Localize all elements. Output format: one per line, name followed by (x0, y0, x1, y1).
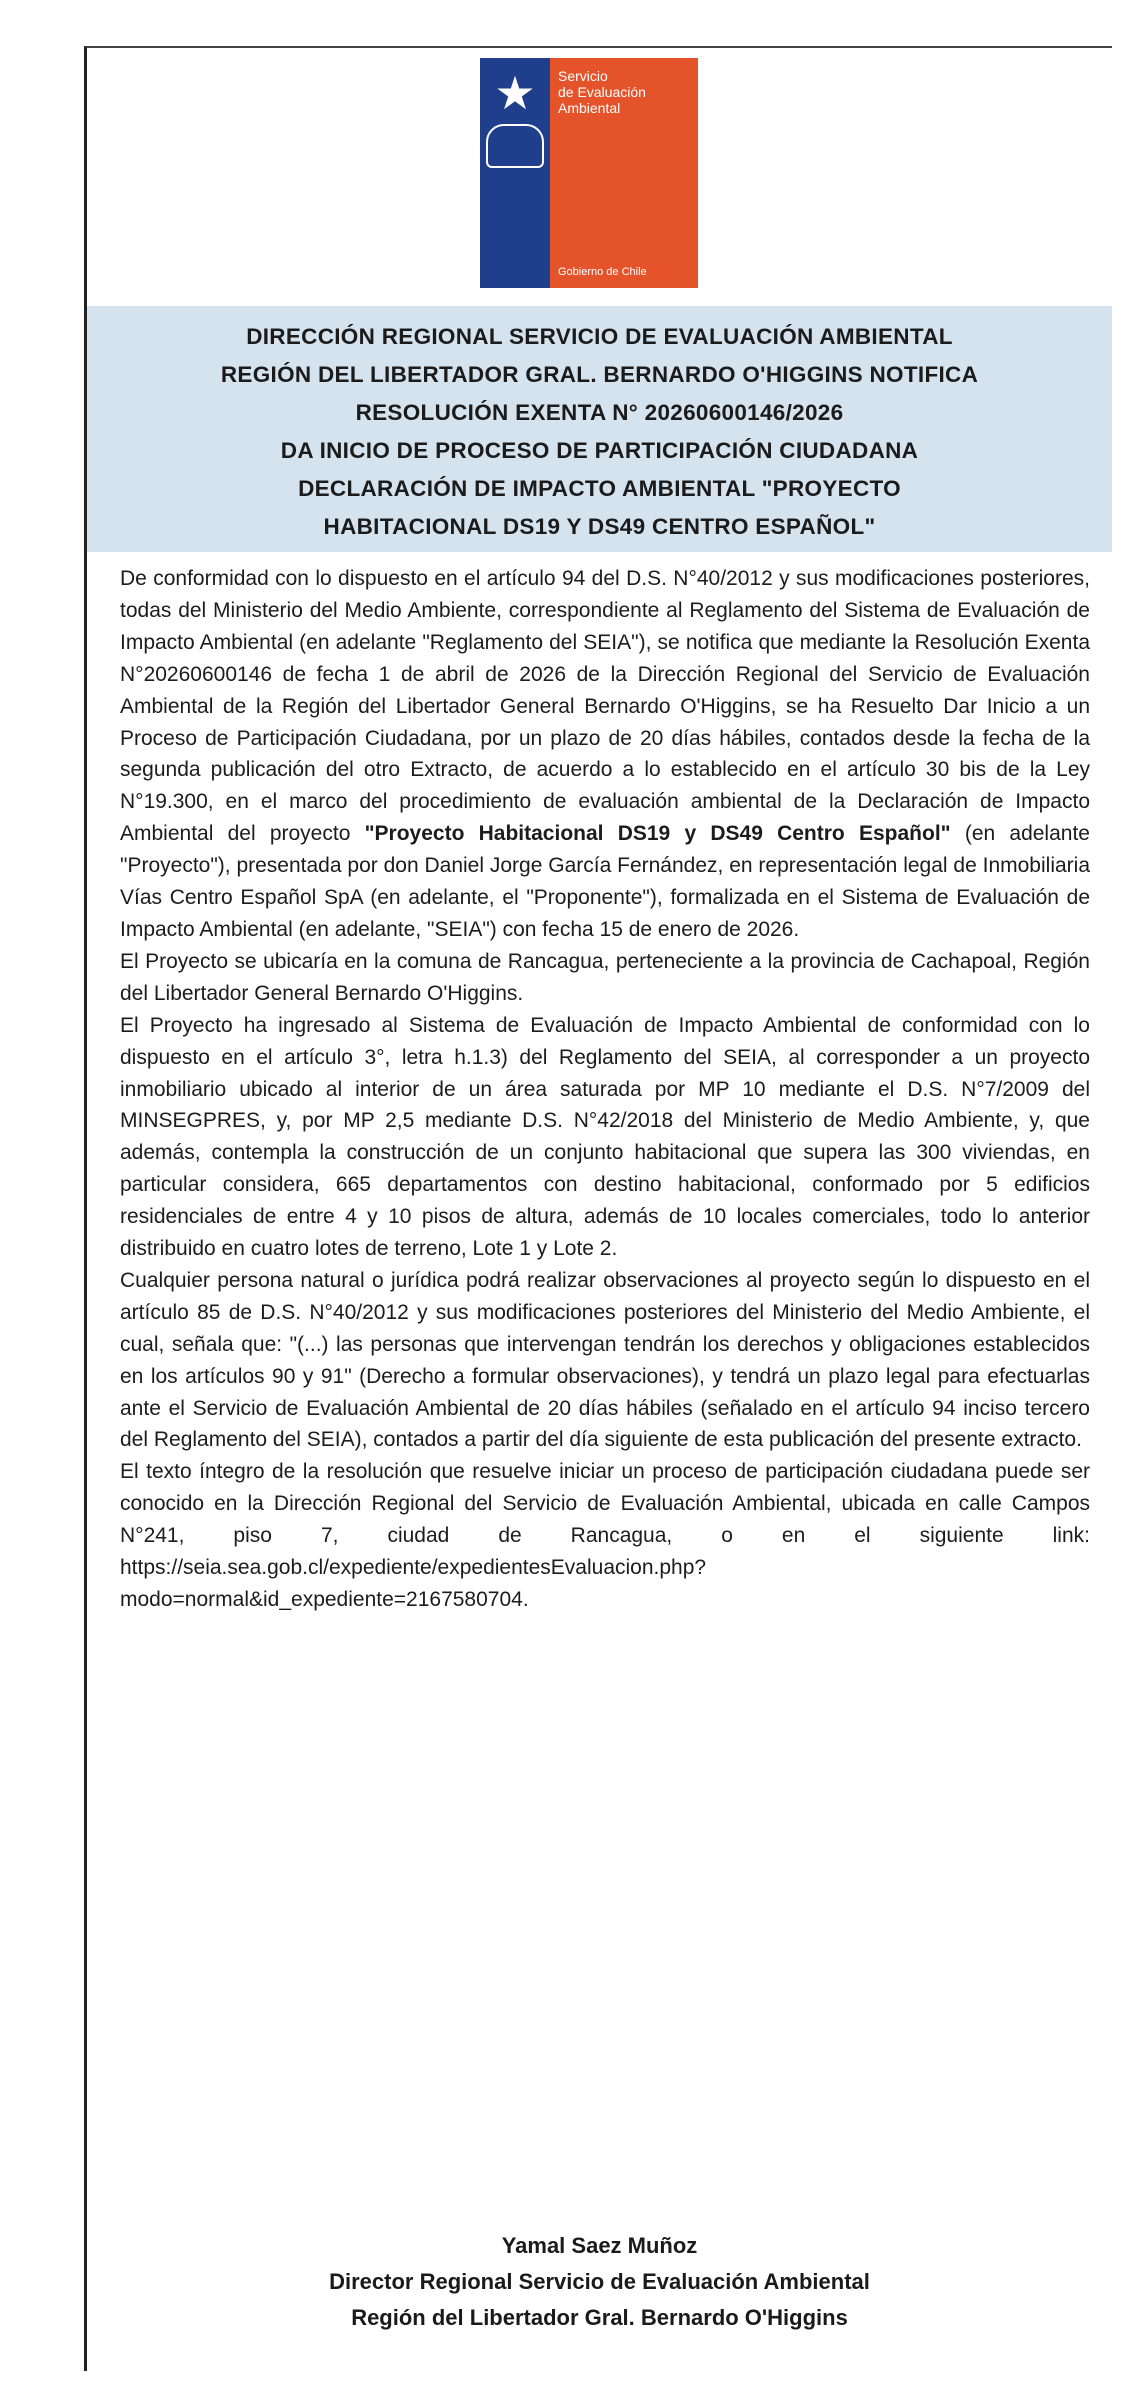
logo-red-panel (550, 58, 698, 288)
star-icon: ★ (494, 67, 536, 119)
paragraph-text: (en adelante "Proyecto"), presentada por don Daniel Jorge García Fernández, en representación legal de Inmobiliaria Vías Centro Español SpA (en adelante, el "Proponente"), formalizada en el Sistema de Evaluación de Impacto Ambiental (en adelante, "SEIA") con fecha 15 de enero de 2026. (120, 822, 1090, 941)
crest-icon (486, 124, 544, 168)
paragraph-link: El texto íntegro de la resolución que resuelve iniciar un proceso de participación ciudadana puede ser conocido en la Dirección Regional del Servicio de Evaluación Ambiental, ubicada en calle Campos N°241, piso 7, ciudad de Rancagua, o en el siguiente link: https://seia.sea.gob.cl/expediente/expedientesEvaluacion.php?modo=normal&id_expediente=2167580704. (120, 1460, 1090, 1611)
signature-block (87, 2228, 1112, 2336)
paragraph-description: El Proyecto ha ingresado al Sistema de Evaluación de Impacto Ambiental de conformidad con lo dispuesto en el artículo 3°, letra h.1.3) del Reglamento del SEIA, al corresponder a un proyecto inmobiliario ubicado al interior de un área saturada por MP 10 mediante el D.S. N°7/2009 del MINSEGPRES, y, por MP 2,5 mediante D.S. N°42/2018 del Ministerio de Medio Ambiente, y, que además, contempla la construcción de un conjunto habitacional que supera las 300 viviendas, en particular considera, 665 departamentos con destino habitacional, conformado por 5 edificios residenciales de entre 4 y 10 pisos de altura, además de 10 locales comerciales, todo lo anterior distribuido en cuatro lotes de terreno, Lote 1 y Lote 2. (120, 1013, 1090, 1261)
notice-body (120, 563, 1090, 1616)
signatory-name: Yamal Saez Muñoz (501, 2233, 698, 2258)
header-line: HABITACIONAL DS19 Y DS49 CENTRO ESPAÑOL" (323, 514, 876, 539)
notice-header (87, 306, 1112, 552)
logo-blue-panel (480, 58, 550, 288)
paragraph-location: El Proyecto se ubicaría en la comuna de Rancagua, perteneciente a la provincia de Cachapoal, Región del Libertador General Bernardo O'Higgins. (120, 949, 1090, 1005)
header-line: DIRECCIÓN REGIONAL SERVICIO DE EVALUACIÓN AMBIENTAL (246, 324, 953, 349)
header-line: DA INICIO DE PROCESO DE PARTICIPACIÓN CIUDADANA (280, 438, 919, 463)
paragraph-observations: Cualquier persona natural o jurídica podrá realizar observaciones al proyecto según lo dispuesto en el artículo 85 de D.S. N°40/2012 y sus modificaciones posteriores del Ministerio del Medio Ambiente, el cual, señala que: "(...) las personas que intervengan tendrán los derechos y obligaciones establecidos en los artículos 90 y 91" (Derecho a formular observaciones), y tendrá un plazo legal para efectuarlas ante el Servicio de Evaluación Ambiental de 20 días hábiles (señalado en el artículo 94 inciso tercero del Reglamento del SEIA), contados a partir del día siguiente de esta publicación del presente extracto. (120, 1268, 1090, 1452)
logo-org-name: Servicio de Evaluación Ambiental (558, 68, 646, 116)
paragraph-notification (120, 563, 1090, 946)
logo-footer: Gobierno de Chile (558, 266, 647, 278)
header-line: REGIÓN DEL LIBERTADOR GRAL. BERNARDO O'HIGGINS NOTIFICA (220, 362, 979, 387)
sea-logo (480, 58, 698, 288)
signatory-region: Región del Libertador Gral. Bernardo O'Higgins (351, 2305, 848, 2330)
project-name: "Proyecto Habitacional DS19 y DS49 Centro Español" (364, 822, 951, 846)
header-line: RESOLUCIÓN EXENTA N° 20260600146/2026 (355, 400, 844, 425)
paragraph-text: De conformidad con lo dispuesto en el artículo 94 del D.S. N°40/2012 y sus modificaciones posteriores, todas del Ministerio del Medio Ambiente, correspondiente al Reglamento del Sistema de Evaluación de Impacto Ambiental (en adelante "Reglamento del SEIA"), se notifica que mediante la Resolución Exenta N°20260600146 de fecha 1 de abril de 2026 de la Dirección Regional del Servicio de Evaluación Ambiental de la Región del Libertador General Bernardo O'Higgins, se ha Resuelto Dar Inicio a un Proceso de Participación Ciudadana, por un plazo de 20 días hábiles, contados desde la fecha de la segunda publicación del otro Extracto, de acuerdo a lo establecido en el artículo 30 bis de la Ley N°19.300, en el marco del procedimiento de evaluación ambiental de la Declaración de Impacto Ambiental del proyecto (120, 567, 1090, 846)
header-line: DECLARACIÓN DE IMPACTO AMBIENTAL "PROYECTO (298, 476, 901, 501)
signatory-title: Director Regional Servicio de Evaluación Ambiental (329, 2269, 870, 2294)
